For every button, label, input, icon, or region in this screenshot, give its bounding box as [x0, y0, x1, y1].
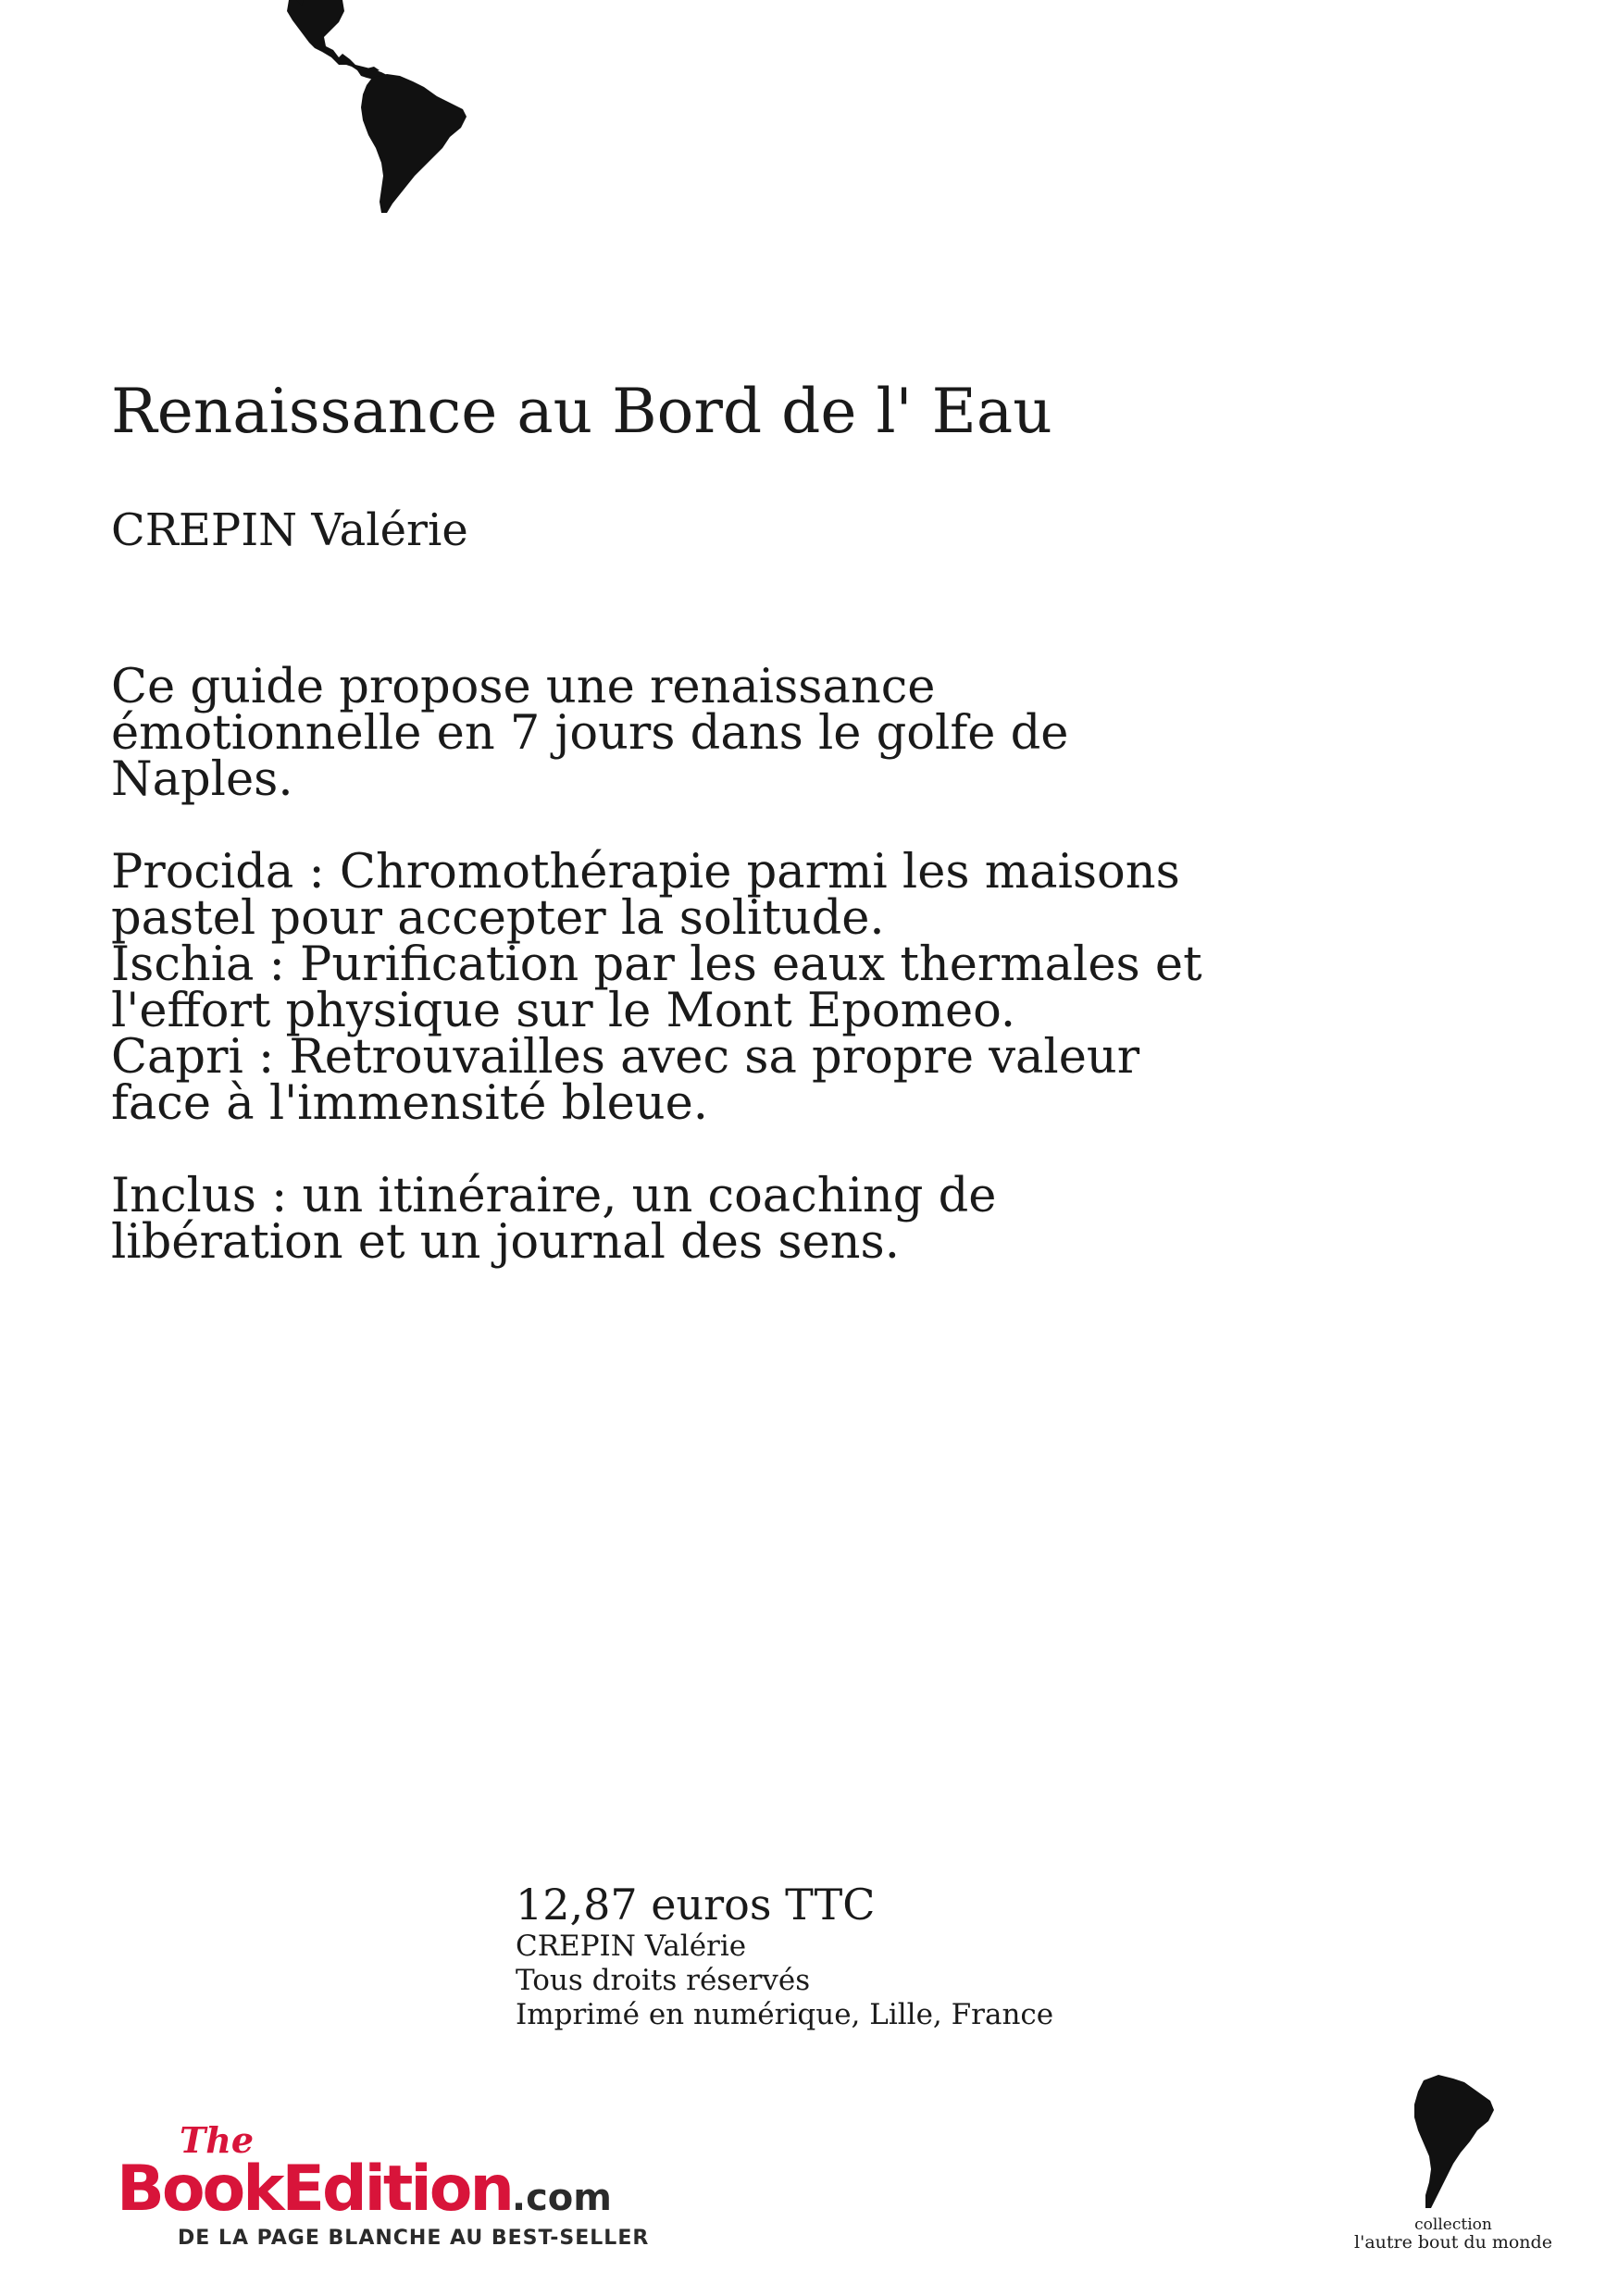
- summary-line: Naples.: [111, 752, 293, 807]
- publisher-logo-name: BookEdition: [117, 2153, 512, 2226]
- americas-map-icon: [278, 0, 491, 222]
- summary-islands: [111, 845, 1259, 1131]
- publisher-tagline: DE LA PAGE BLANCHE AU BEST-SELLER: [178, 2227, 650, 2250]
- price: 12,87 euros TTC: [516, 1880, 876, 1930]
- summary-line: Ce guide propose une renaissance: [111, 660, 936, 714]
- collection-label: collection: [1414, 2215, 1492, 2234]
- imprint-rights: Tous droits réservés: [516, 1963, 811, 1997]
- imprint-printed: Imprimé en numérique, Lille, France: [516, 1997, 1054, 2031]
- summary-line: Capri : Retrouvailles avec sa propre valeur: [111, 1030, 1140, 1085]
- summary-line: l'effort physique sur le Mont Epomeo.: [111, 984, 1016, 1038]
- collection-mark: [1342, 2073, 1564, 2253]
- summary-line: Procida : Chromothérapie parmi les maisons: [111, 845, 1180, 900]
- back-cover-summary: [111, 660, 1259, 1312]
- summary-line: émotionnelle en 7 jours dans le golfe de: [111, 706, 1069, 761]
- summary-line: face à l'immensité bleue.: [111, 1076, 708, 1131]
- summary-line: Ischia : Purification par les eaux thermales et: [111, 937, 1202, 992]
- publisher-logo: [117, 2119, 672, 2253]
- south-america-map-icon: [1407, 2073, 1500, 2212]
- summary-included: [111, 1169, 1259, 1270]
- imprint-block: [516, 1880, 1053, 2032]
- summary-intro: [111, 660, 1259, 807]
- imprint-author: CREPIN Valérie: [516, 1929, 747, 1963]
- publisher-logo-domain: .com: [511, 2177, 612, 2219]
- collection-name: l'autre bout du monde: [1354, 2232, 1552, 2253]
- summary-line: pastel pour accepter la solitude.: [111, 891, 885, 946]
- publisher-logo-wordmark: [117, 2153, 612, 2226]
- publisher-logo-the: The: [180, 2119, 255, 2161]
- summary-line: libération et un journal des sens.: [111, 1215, 900, 1270]
- summary-line: Inclus : un itinéraire, un coaching de: [111, 1169, 997, 1223]
- book-title: Renaissance au Bord de l' Eau: [111, 376, 1052, 447]
- book-author: CREPIN Valérie: [111, 504, 468, 556]
